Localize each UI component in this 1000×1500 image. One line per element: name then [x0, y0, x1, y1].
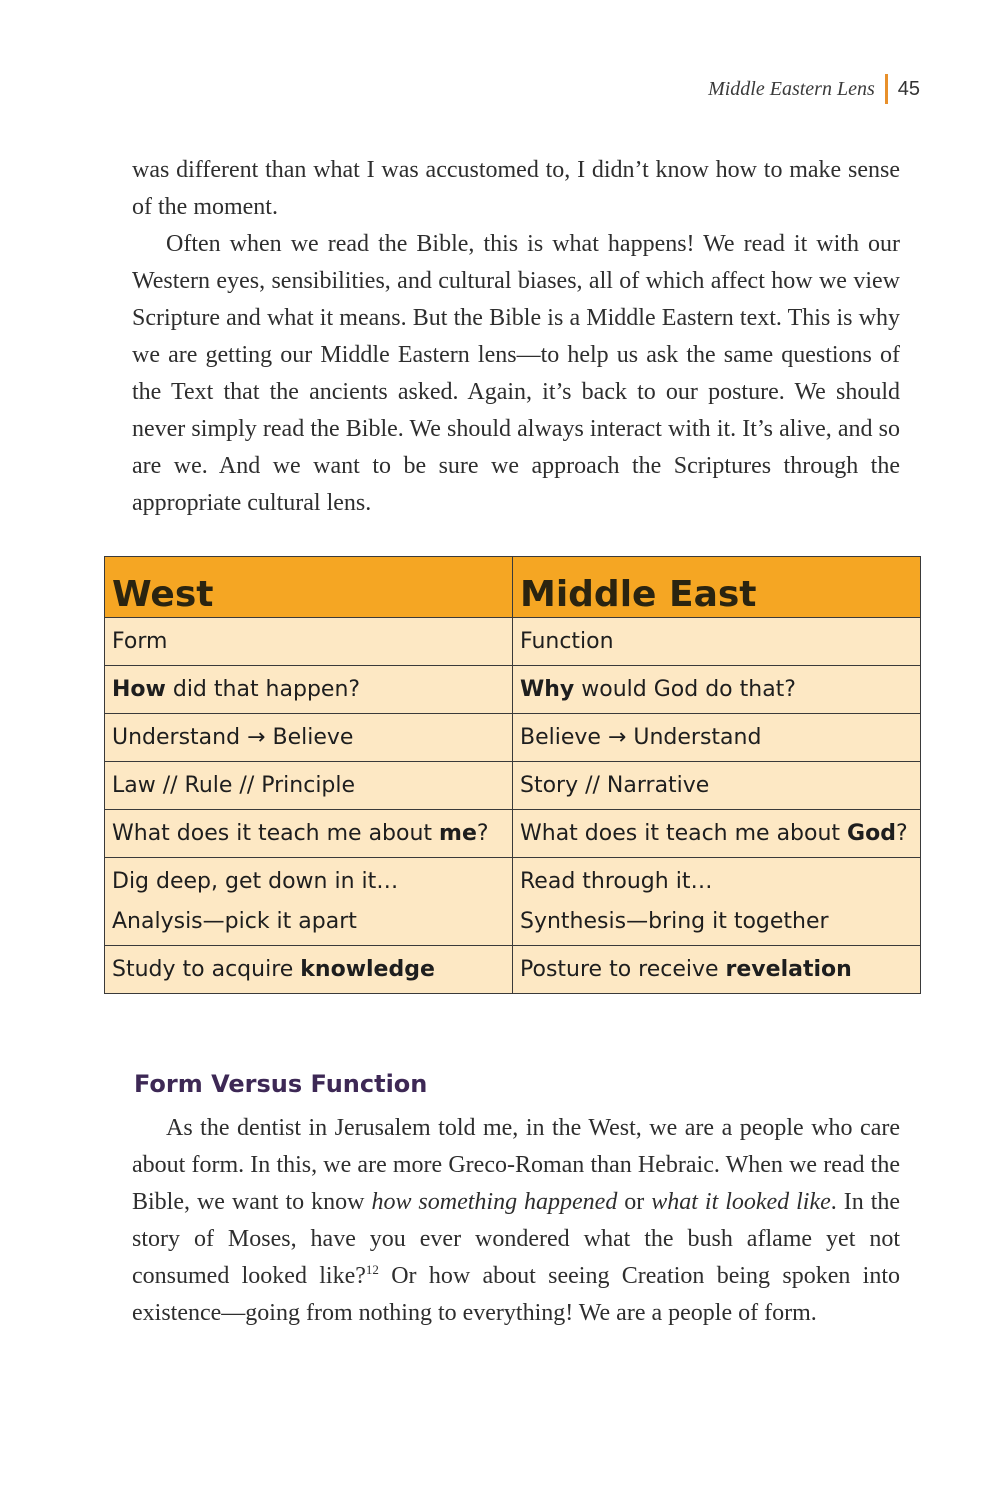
paragraph-continued: was different than what I was accustomed to, I didn’t know how to make sense of the moment. — [132, 157, 900, 220]
cell-west — [105, 946, 513, 994]
running-header — [708, 74, 920, 104]
cell-line: Analysis—pick it apart — [112, 909, 357, 934]
cell-east — [513, 810, 921, 858]
cell-text: ? — [476, 821, 489, 846]
cell-line: Synthesis—bring it together — [520, 909, 829, 934]
cell-text: What does it teach me about — [520, 821, 848, 846]
italic-phrase: what it looked like — [651, 1189, 831, 1215]
paragraph-text: Or how about seeing Creation being spoken into existence—going from nothing to everything! We are a people of form. — [132, 1263, 900, 1326]
bold-word: knowledge — [300, 957, 435, 982]
header-west: West — [105, 557, 513, 618]
cell-east — [513, 946, 921, 994]
footnote-marker: 12 — [365, 1262, 379, 1277]
running-title: Middle Eastern Lens — [708, 77, 875, 100]
header-middle-east: Middle East — [513, 557, 921, 618]
cell-east — [513, 858, 921, 946]
table-header-row — [105, 557, 921, 618]
table-row — [105, 714, 921, 762]
table-row — [105, 666, 921, 714]
cell-west: Form — [105, 618, 513, 666]
paragraph-western-eyes: Often when we read the Bible, this is what happens! We read it with our Western eyes, sensibilities, and cultural biases, all of which affect how we view Scripture and what it means. But the Bible is a Middle Eastern text. This is why we are getting our Middle Eastern lens—to help us ask the same questions of the Text that the ancients asked. Again, it’s back to our posture. We should never simply read the Bible. We should always interact with it. It’s alive, and so are we. And we want to be sure we approach the Scriptures through the appropriate cultural lens. — [132, 231, 900, 516]
bold-word: How — [112, 677, 166, 702]
italic-phrase: how something happened — [371, 1189, 618, 1215]
paragraph-text: As the dentist in Jerusalem told me, in the West, we are a people who care about form. In this, we are more Greco-Roman than Hebraic. When we read the Bible, we want to know — [132, 1115, 900, 1215]
cell-text: Study to acquire — [112, 957, 301, 982]
cell-text: did that happen? — [165, 677, 361, 702]
bold-word: revelation — [725, 957, 852, 982]
cell-west — [105, 858, 513, 946]
cell-east: Believe → Understand — [513, 714, 921, 762]
cell-west — [105, 810, 513, 858]
cell-west: Law // Rule // Principle — [105, 762, 513, 810]
bold-word: Why — [520, 677, 575, 702]
page-number: 45 — [897, 77, 920, 100]
cell-east: Story // Narrative — [513, 762, 921, 810]
section-heading: Form Versus Function — [134, 1070, 428, 1098]
cell-text: would God do that? — [574, 677, 796, 702]
cell-west: Understand → Believe — [105, 714, 513, 762]
cell-line: Read through it… — [520, 869, 713, 894]
paragraph-form — [132, 1110, 900, 1332]
bottom-text-block — [132, 1110, 900, 1332]
table-row — [105, 810, 921, 858]
bold-word: God — [847, 821, 896, 846]
table-row — [105, 946, 921, 994]
cell-text: Posture to receive — [520, 957, 726, 982]
table-row — [105, 858, 921, 946]
bold-word: me — [439, 821, 477, 846]
cell-text: What does it teach me about — [112, 821, 440, 846]
cell-west — [105, 666, 513, 714]
paragraph-text: . In the story of Moses, have you ever wondered what the bush aflame yet not consumed looked like? — [132, 1189, 901, 1289]
table-row — [105, 618, 921, 666]
cell-east: Function — [513, 618, 921, 666]
top-text-block — [132, 152, 900, 522]
cell-line: Dig deep, get down in it… — [112, 869, 399, 894]
cell-text: ? — [895, 821, 908, 846]
paragraph-text: or — [617, 1189, 652, 1215]
cell-east — [513, 666, 921, 714]
table-row — [105, 762, 921, 810]
west-vs-middle-east-table — [104, 556, 921, 994]
